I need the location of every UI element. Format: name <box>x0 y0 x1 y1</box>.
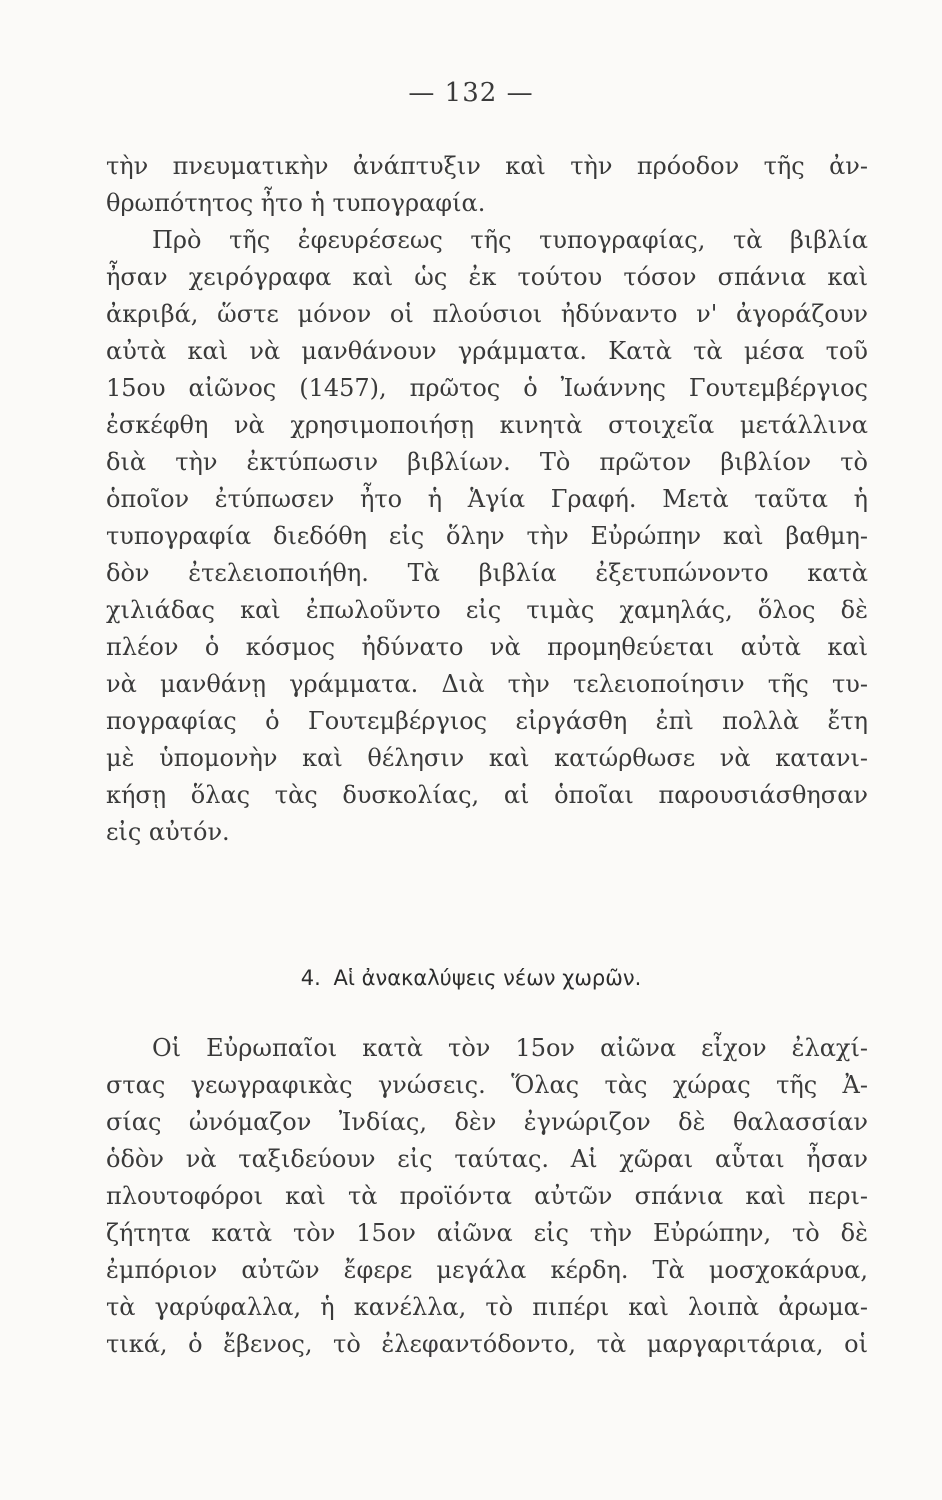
text-line: τυπογραφία διεδόθη εἰς ὅλην τὴν Εὐρώπην καὶ βαθμη- <box>106 522 868 550</box>
text-line: ὁποῖον ἐτύπωσεν ἦτο ἡ Ἁγία Γραφή. Μετὰ ταῦτα ἡ <box>106 485 868 513</box>
text-line: κήσῃ ὅλας τὰς δυσκολίας, αἱ ὁποῖαι παρουσιάσθησαν <box>106 781 868 809</box>
text-line: αὐτὰ καὶ νὰ μανθάνουν γράμματα. Κατὰ τὰ μέσα τοῦ <box>106 337 868 365</box>
text-line: ἦσαν χειρόγραφα καὶ ὡς ἐκ τούτου τόσον σπάνια καὶ <box>106 263 868 291</box>
section-heading <box>0 966 942 990</box>
text-line: τὴν πνευματικὴν ἀνάπτυξιν καὶ τὴν πρόοδον τῆς ἀν- <box>106 152 868 180</box>
page-number: — 132 — <box>408 78 534 108</box>
text-line: πογραφίας ὁ Γουτεμβέργιος εἰργάσθη ἐπὶ πολλὰ ἔτη <box>106 707 868 735</box>
text-line: νὰ μανθάνῃ γράμματα. Διὰ τὴν τελειοποίησιν τῆς τυ- <box>106 670 868 698</box>
text-line: ζήτητα κατὰ τὸν 15ον αἰῶνα εἰς τὴν Εὐρώπην, τὸ δὲ <box>106 1219 868 1247</box>
text-line: Πρὸ τῆς ἐφευρέσεως τῆς τυπογραφίας, τὰ βιβλία <box>152 226 868 254</box>
text-line: πλέον ὁ κόσμος ἠδύνατο νὰ προμηθεύεται αὐτὰ καὶ <box>106 633 868 661</box>
text-line: Οἱ Εὐρωπαῖοι κατὰ τὸν 15ον αἰῶνα εἶχον ἐλαχί- <box>152 1034 868 1062</box>
text-line: χιλιάδας καὶ ἐπωλοῦντο εἰς τιμὰς χαμηλάς, ὅλος δὲ <box>106 596 868 624</box>
section-title: Αἱ ἀνακαλύψεις νέων χωρῶν. <box>333 966 642 990</box>
text-line: πλουτοφόροι καὶ τὰ προϊόντα αὐτῶν σπάνια καὶ περι- <box>106 1182 868 1210</box>
text-line: τὰ γαρύφαλλα, ἡ κανέλλα, τὸ πιπέρι καὶ λοιπὰ ἀρωμα- <box>106 1293 868 1321</box>
body-text-lower <box>106 1030 868 1363</box>
text-line: στας γεωγραφικὰς γνώσεις. Ὅλας τὰς χώρας τῆς Ἀ- <box>106 1071 868 1099</box>
section-number: 4. <box>300 966 321 990</box>
text-line: μὲ ὑπομονὴν καὶ θέλησιν καὶ κατώρθωσε νὰ κατανι- <box>106 744 868 772</box>
text-line: δὸν ἐτελειοποιήθη. Τὰ βιβλία ἐξετυπώνοντο κατὰ <box>106 559 868 587</box>
text-line: εἰς αὐτόν. <box>106 818 230 846</box>
text-line: διὰ τὴν ἐκτύπωσιν βιβλίων. Τὸ πρῶτον βιβλίον τὸ <box>106 448 868 476</box>
text-line: ἐσκέφθη νὰ χρησιμοποιήσῃ κινητὰ στοιχεῖα μετάλλινα <box>106 411 868 439</box>
body-text-upper <box>106 148 868 851</box>
text-line: ἐμπόριον αὐτῶν ἔφερε μεγάλα κέρδη. Τὰ μοσχοκάρυα, <box>106 1256 868 1284</box>
text-line: ἀκριβά, ὥστε μόνον οἱ πλούσιοι ἠδύναντο ν' ἀγοράζουν <box>106 300 868 328</box>
text-line: τικά, ὁ ἔβενος, τὸ ἐλεφαντόδοντο, τὰ μαργαριτάρια, οἱ <box>106 1330 868 1358</box>
text-line: 15ου αἰῶνος (1457), πρῶτος ὁ Ἰωάννης Γουτεμβέργιος <box>106 374 868 402</box>
text-line: ὁδὸν νὰ ταξιδεύουν εἰς ταύτας. Αἱ χῶραι αὗται ἦσαν <box>106 1145 868 1173</box>
text-line: θρωπότητος ἦτο ἡ τυπογραφία. <box>106 189 486 217</box>
text-line: σίας ὠνόμαζον Ἰνδίας, δὲν ἐγνώριζον δὲ θαλασσίαν <box>106 1108 868 1136</box>
